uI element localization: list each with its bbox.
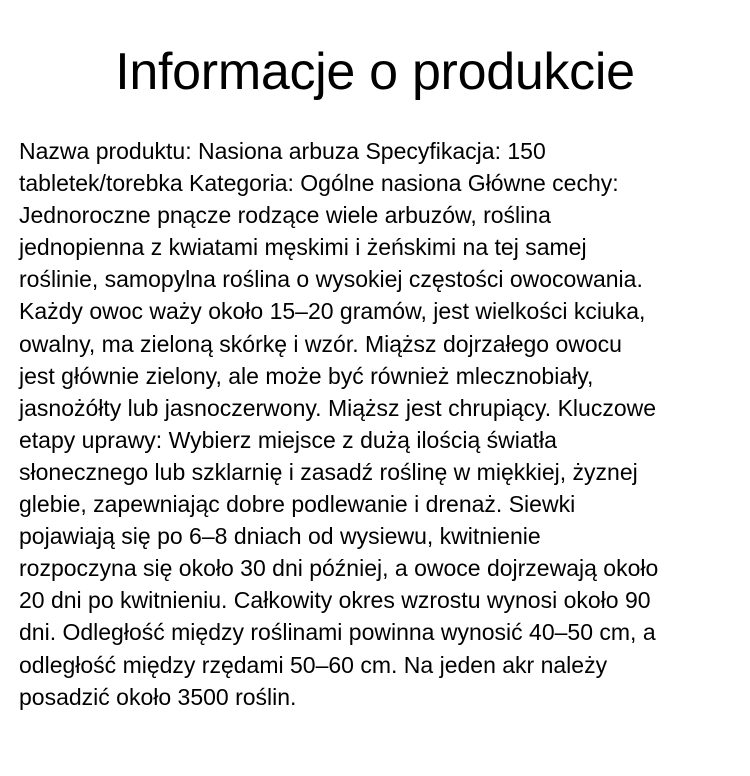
- text-line: dni. Odległość między roślinami powinna wynosić 40–50 cm, a: [19, 619, 656, 646]
- text-line: etapy uprawy: Wybierz miejsce z dużą ilością światła: [19, 426, 557, 453]
- text-line: jasnożółty lub jasnoczerwony. Miąższ jest chrupiący. Kluczowe: [19, 394, 657, 421]
- product-description: [19, 135, 747, 713]
- text-line: słonecznego lub szklarnię i zasadź roślinę w miękkiej, żyznej: [19, 458, 638, 485]
- text-line: Jednoroczne pnącze rodzące wiele arbuzów, roślina: [19, 202, 551, 229]
- text-line: owalny, ma zieloną skórkę i wzór. Miąższ dojrzałego owocu: [19, 330, 622, 357]
- page-title: Informacje o produkcie: [115, 43, 635, 101]
- text-line: 20 dni po kwitnieniu. Całkowity okres wzrostu wynosi około 90: [19, 587, 651, 614]
- text-line: rozpoczyna się około 30 dni później, a owoce dojrzewają około: [19, 555, 659, 582]
- text-line: posadzić około 3500 roślin.: [19, 683, 297, 710]
- text-line: odległość między rzędami 50–60 cm. Na jeden akr należy: [19, 651, 608, 678]
- text-line: Nazwa produktu: Nasiona arbuza Specyfikacja: 150: [19, 138, 546, 164]
- text-line: jednopienna z kwiatami męskimi i żeńskimi na tej samej: [19, 234, 587, 261]
- text-line: tabletek/torebka Kategoria: Ogólne nasiona Główne cechy:: [19, 170, 619, 197]
- text-line: roślinie, samopylna roślina o wysokiej częstości owocowania.: [19, 266, 643, 293]
- text-line: jest głównie zielony, ale może być również mlecznobiały,: [19, 362, 594, 389]
- text-line: glebie, zapewniając dobre podlewanie i drenaż. Siewki: [19, 491, 576, 518]
- text-line: Każdy owoc waży około 15–20 gramów, jest wielkości kciuka,: [19, 298, 646, 325]
- text-line: pojawiają się po 6–8 dniach od wysiewu, kwitnienie: [19, 523, 541, 550]
